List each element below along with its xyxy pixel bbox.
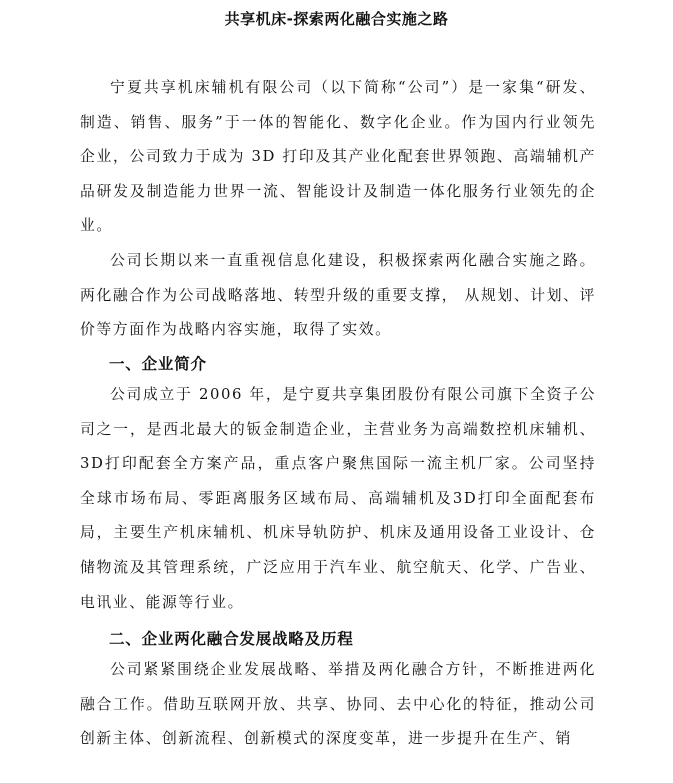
intro-paragraph: 宁夏共享机床辅机有限公司（以下简称“公司”）是一家集“研发、 制造、销售、服务”于一体的智能化、数字化企业。作为国内行业领先企业，公司致力于成为 3D 打印及其产业化配套世界领跑、高端辅机产品研发及制造能力世界一流、智能设计及制造一体化服务行业领先的企业。 [80, 79, 596, 235]
company-profile-paragraph: 公司成立于 2006 年，是宁夏共享集团股份有限公司旗下全资子公司之一，是西北最大的钣金制造企业，主营业务为高端数控机床辅机、3D打印配套全方案产品，重点客户聚焦国际一流主机厂家。公司坚持全球市场布局、零距离服务区域布局、高端辅机及3D打印全面配套布局，主要生产机床辅机、机床导轨防护、机床及通用设备工业设计、仓储物流及其管理系统，广泛应用于汽车业、航空航天、化学、广告业、电讯业、能源等行业。 [80, 386, 596, 611]
document-title: 共享机床-探索两化融合实施之路 [224, 10, 449, 28]
strategy-paragraph: 公司长期以来一直重视信息化建设，积极探索两化融合实施之路。两化融合作为公司战略落地、转型升级的重要支撑， 从规划、计划、评价等方面作为战略内容实施，取得了实效。 [80, 252, 596, 339]
history-paragraph: 公司紧紧围绕企业发展战略、举措及两化融合方针，不断推进两化融合工作。借助互联网开放、共享、协同、去中心化的特征，推动公司创新主体、创新流程、创新模式的深度变革，进一步提升在生产、销 [80, 661, 596, 748]
section-heading-strategy-history: 二、企业两化融合发展战略及历程 [109, 630, 354, 648]
section-heading-company-profile: 一、企业简介 [109, 355, 207, 373]
